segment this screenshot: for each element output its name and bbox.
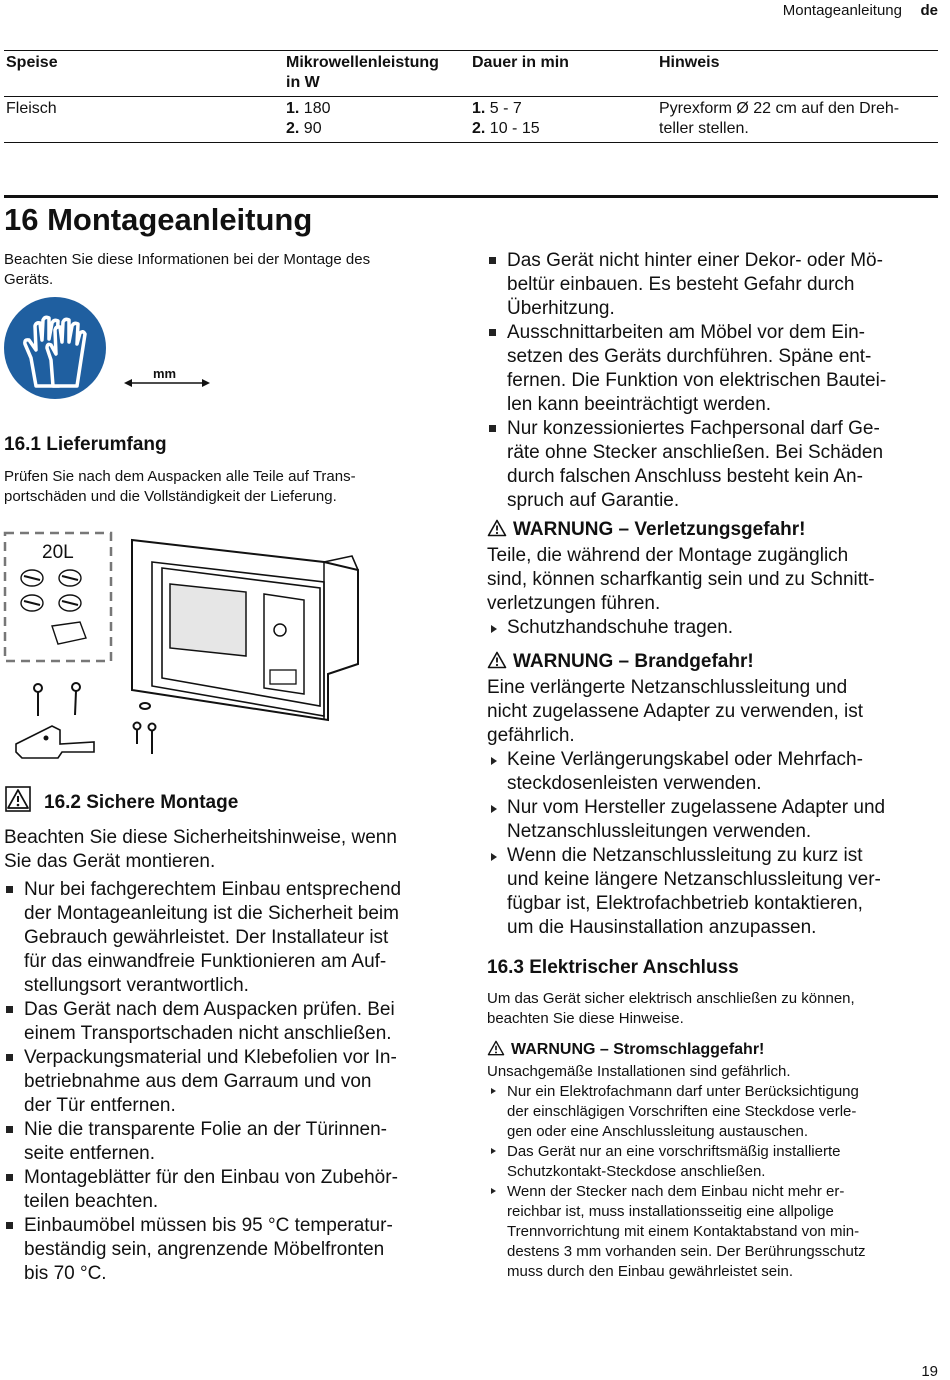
running-header-language: de — [920, 2, 938, 19]
section-rule — [4, 195, 938, 198]
table-top-rule — [4, 50, 938, 51]
warning-electric-title: WARNUNG – Stromschlaggefahr! — [511, 1041, 765, 1058]
delivery-scope-illustration — [2, 530, 362, 767]
warning-injury: WARNUNG – Verletzungsgefahr! Teile, die während der Montage zugänglich sind, können scharfkantig sein und zu Schnitt- verletzungen führen. Schutzhandschuhe tragen. — [487, 518, 942, 640]
warning-triangle-icon — [487, 1040, 505, 1062]
step-item: Wenn die Netzanschlussleitung zu kurz ist und keine längere Netzanschlussleitung ver- fügbar ist, Elektrofachbetrieb kontaktieren, um die Hausinstallation anzupassen. — [487, 844, 942, 940]
subsection-16-2-intro: Beachten Sie diese Sicherheitshinweise, wenn Sie das Gerät montieren. — [4, 827, 397, 872]
step-arrow-icon — [491, 1188, 496, 1194]
bullet-square-icon — [6, 1006, 13, 1013]
table-cell-food: Fleisch — [6, 100, 57, 117]
bullet-square-icon — [489, 329, 496, 336]
list-item: Montageblätter für den Einbau von Zubehör- teilen beachten. — [4, 1166, 474, 1214]
gloves-icon — [3, 296, 107, 405]
warning-injury-title: WARNUNG – Verletzungsgefahr! — [513, 519, 806, 540]
list-item: Nur bei fachgerechtem Einbau entsprechend der Montageanleitung ist die Sicherheit beim Gebrauch gewährleistet. Der Installateur ist für das einwandfreie Funktionieren am Auf- stellungsort verantwortlich. — [4, 878, 474, 998]
table-cell-note: Pyrexform Ø 22 cm auf den Dreh- teller stellen. — [659, 100, 900, 137]
warning-injury-steps — [487, 616, 942, 640]
step-arrow-icon — [491, 757, 497, 765]
list-item: Nur konzessioniertes Fachpersonal darf Ge- räte ohne Stecker anschließen. Bei Schäden durch falschen Anschluss besteht kein An- spruch auf Garantie. — [487, 417, 942, 513]
subsection-16-3-title: 16.3 Elektrischer Anschluss — [487, 957, 739, 978]
step-arrow-icon — [491, 805, 497, 813]
table-header-power: Mikrowellenleistung in W — [286, 54, 439, 91]
table-header-duration: Dauer in min — [472, 54, 569, 71]
bullet-square-icon — [6, 1054, 13, 1061]
subsection-16-1-text: Prüfen Sie nach dem Auspacken alle Teile auf Trans- portschäden und die Vollständigkeit der Lieferung. — [4, 468, 356, 505]
bullet-square-icon — [489, 257, 496, 264]
page-number: 19 — [921, 1363, 938, 1380]
warning-triangle-icon — [487, 651, 507, 676]
delivery-capacity-label: 20L — [42, 542, 74, 563]
list-item: Verpackungsmaterial und Klebefolien vor In- betriebnahme aus dem Garraum und von der Tür entfernen. — [4, 1046, 474, 1118]
subsection-16-1-title: 16.1 Lieferumfang — [4, 434, 167, 455]
bullet-square-icon — [6, 886, 13, 893]
step-item: Keine Verlängerungskabel oder Mehrfach- steckdosenleisten verwenden. — [487, 748, 942, 796]
step-item: Nur ein Elektrofachmann darf unter Berücksichtigung der einschlägigen Vorschriften eine Steckdose verle- gen oder eine Anschlussleitung austauschen. — [487, 1082, 942, 1142]
list-item: Ausschnittarbeiten am Möbel vor dem Ein- setzen des Geräts durchführen. Späne ent- fernen. Die Funktion von elektrischen Bautei- len kann beeinträchtigt werden. — [487, 321, 942, 417]
step-arrow-icon — [491, 625, 497, 633]
warning-fire-steps — [487, 748, 942, 940]
safety-list-right — [487, 249, 942, 513]
warning-fire-title: WARNUNG – Brandgefahr! — [513, 651, 754, 672]
list-item: Einbaumöbel müssen bis 95 °C temperatur- beständig sein, angrenzende Möbelfronten bis 70 °C. — [4, 1214, 474, 1286]
step-item: Das Gerät nur an eine vorschriftsmäßig installierte Schutzkontakt-Steckdose anschließen. — [487, 1142, 942, 1182]
section-intro: Beachten Sie diese Informationen bei der Montage des Geräts. — [4, 251, 371, 288]
step-arrow-icon — [491, 1088, 496, 1094]
bullet-square-icon — [6, 1174, 13, 1181]
table-header-note: Hinweis — [659, 54, 720, 71]
step-item: Schutzhandschuhe tragen. — [487, 616, 942, 640]
step-arrow-icon — [491, 1148, 496, 1154]
subsection-16-2-title: 16.2 Sichere Montage — [44, 792, 239, 813]
safety-box-icon — [5, 786, 31, 817]
subsection-16-3-intro: Um das Gerät sicher elektrisch anschließen zu können, beachten Sie diese Hinweise. — [487, 990, 855, 1027]
step-item: Nur vom Hersteller zugelassene Adapter und Netzanschlussleitungen verwenden. — [487, 796, 942, 844]
list-item: Das Gerät nicht hinter einer Dekor- oder Mö- beltür einbauen. Es besteht Gefahr durch Überhitzung. — [487, 249, 942, 321]
safety-list-left — [4, 878, 474, 1286]
warning-electric-steps — [487, 1082, 942, 1282]
table-cell-power: 1. 180 2. 90 — [286, 100, 331, 137]
table-bottom-rule — [4, 142, 938, 143]
section-title: 16 Montageanleitung — [4, 202, 313, 237]
step-arrow-icon — [491, 853, 497, 861]
warning-triangle-icon — [487, 519, 507, 544]
warning-fire: WARNUNG – Brandgefahr! Eine verlängerte Netzanschlussleitung und nicht zugelassene Adapter zu verwenden, ist gefährlich. Keine Verlängerungskabel oder Mehrfach- steckdosenleisten verwenden. Nur vom Hersteller zugelassene Adapter und Netzanschlussleitungen verwenden. Wenn die Netzanschlussleitung zu kurz ist und keine längere Netzanschlussleitung ver- fügbar ist, Elektrofachbetrieb kontaktieren, um die Hausinstallation anzupassen. — [487, 650, 942, 940]
warning-electric: WARNUNG – Stromschlaggefahr! Unsachgemäße Installationen sind gefährlich. Nur ein Elektrofachmann darf unter Berücksichtigung der einschlägigen Vorschriften eine Steckdose verle- gen oder eine Anschlussleitung austauschen. Das Gerät nur an eine vorschriftsmäßig installierte Schutzkontakt-Steckdose anschließen. Wenn der Stecker nach dem Einbau nicht mehr er- reichbar ist, muss installationsseitig eine allpolige Trennvorrichtung mit einem Kontaktabstand von min- destens 3 mm vorhanden sein. Der Berührungsschutz muss durch den Einbau gewährleistet sein. — [487, 1040, 942, 1282]
bullet-square-icon — [6, 1222, 13, 1229]
list-item: Nie die transparente Folie an der Türinnen- seite entfernen. — [4, 1118, 474, 1166]
list-item: Das Gerät nach dem Auspacken prüfen. Bei einem Transportschaden nicht anschließen. — [4, 998, 474, 1046]
bullet-square-icon — [489, 425, 496, 432]
table-cell-duration: 1. 5 - 7 2. 10 - 15 — [472, 100, 540, 137]
table-header-rule — [4, 96, 938, 97]
table-header-food: Speise — [6, 54, 58, 71]
dimension-unit-label: mm — [153, 366, 177, 381]
running-header-title: Montageanleitung — [782, 2, 902, 19]
step-item: Wenn der Stecker nach dem Einbau nicht mehr er- reichbar ist, muss installationsseitig eine allpolige Trennvorrichtung mit einem Kontaktabstand von min- destens 3 mm vorhanden sein. Der Berührungsschutz muss durch den Einbau gewährleistet sein. — [487, 1182, 942, 1282]
bullet-square-icon — [6, 1126, 13, 1133]
